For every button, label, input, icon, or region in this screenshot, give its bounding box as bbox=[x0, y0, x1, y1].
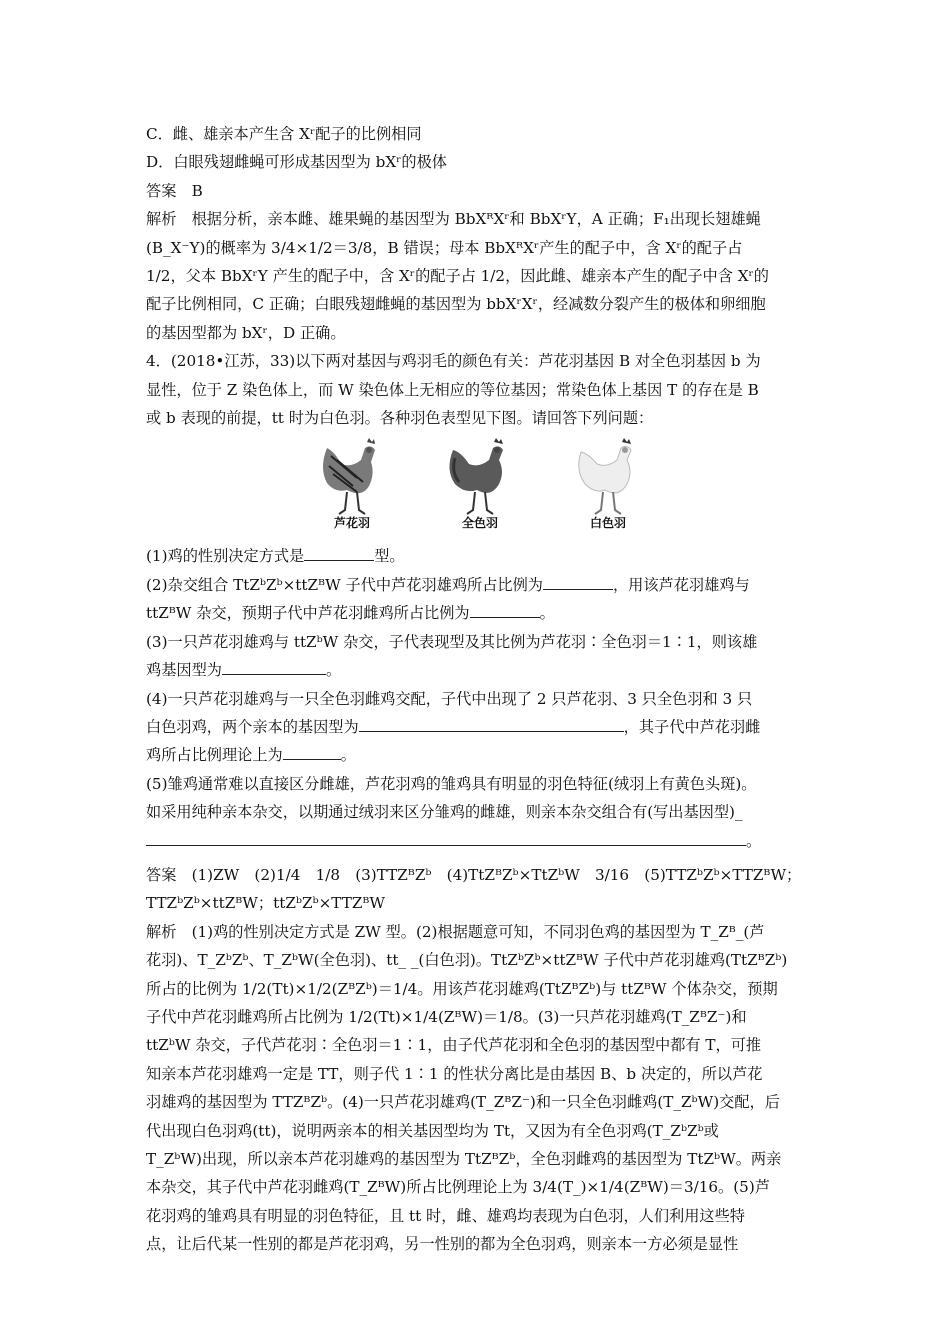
white-rooster bbox=[568, 438, 648, 538]
answer-q3: 答案 B bbox=[146, 181, 203, 200]
sub-question-4: (4)一只芦花羽雄鸡与一只全色羽雌鸡交配，子代中出现了 2 只芦花羽、3 只全色羽和 3 只 bbox=[146, 689, 753, 708]
sub-question-2: ttZᴮW 杂交，预期子代中芦花羽雌鸡所占比例为 。 bbox=[146, 599, 814, 627]
answer-blank bbox=[359, 714, 624, 732]
question-4-stem: 显性，位于 Z 染色体上，而 W 染色体上无相应的等位基因；常染色体上基因 T 的存在是 B bbox=[146, 380, 759, 399]
rooster-figure bbox=[146, 438, 814, 538]
answer-blank bbox=[304, 543, 374, 561]
answer-blank bbox=[222, 657, 326, 675]
analysis-q4-line: 花羽鸡的雏鸡具有明显的羽色特征，且 tt 时，雌、雄鸡均表现为白色羽，人们利用这些特 bbox=[146, 1206, 745, 1225]
sub-question-4: 鸡所占比例理论上为 。 bbox=[146, 741, 814, 769]
analysis-q4-line: 花羽)、T_ZᵇZᵇ、T_ZᵇW(全色羽)、tt_ _(白色羽)。TtZᵇZᵇ×ttZᴮW 子代中芦花羽雄鸡(TtZᴮZᵇ) bbox=[146, 951, 788, 970]
caption-barred: 芦花羽 bbox=[333, 516, 370, 531]
solid-rooster bbox=[440, 438, 520, 538]
analysis-q4-line: 本杂交，其子代中芦花羽雌鸡(T_ZᴮW)所占比例理论上为 3/4(T_)×1/4(ZᴮW)＝3/16。(5)芦 bbox=[146, 1178, 770, 1197]
sub-question-1: (1)鸡的性别决定方式是 型。 bbox=[146, 542, 814, 570]
question-4-stem: 4．(2018•江苏，33)以下两对基因与鸡羽毛的颜色有关：芦花羽基因 B 对全色羽基因 b 为 bbox=[146, 352, 761, 371]
question-4-stem: 或 b 表现的前提，tt 时为白色羽。各种羽色表型见下图。请回答下列问题： bbox=[146, 409, 654, 428]
barred-rooster-image bbox=[317, 438, 387, 516]
sub-question-2: (2)杂交组合 TtZᵇZᵇ×ttZᴮW 子代中芦花羽雄鸡所占比例为 ，用该芦花羽雄鸡与 bbox=[146, 571, 814, 599]
answer-blank bbox=[470, 600, 540, 618]
analysis-q4-line: 羽雄鸡的基因型为 TTZᴮZᵇ。(4)一只芦花羽雄鸡(T_ZᴮZ⁻)和一只全色羽雌鸡(T_ZᵇW)交配，后 bbox=[146, 1093, 780, 1112]
sub-question-3: 鸡基因型为 。 bbox=[146, 656, 814, 684]
option-d: D．白眼残翅雌蝇可形成基因型为 bXʳ的极体 bbox=[146, 153, 447, 172]
sub-question-4: 白色羽鸡，两个亲本的基因型为 ，其子代中芦花羽雌 bbox=[146, 713, 814, 741]
document-body bbox=[146, 120, 814, 1259]
sub-question-5: 。 bbox=[146, 827, 814, 855]
answer-q4: 答案 (1)ZW (2)1/4 1/8 (3)TTZᴮZᵇ (4)TtZᴮZᵇ×TtZᵇW 3/16 (5)TTZᵇZᵇ×TTZᴮW； bbox=[146, 865, 802, 884]
caption-solid: 全色羽 bbox=[461, 516, 498, 531]
analysis-q4-line: 子代中芦花羽雌鸡所占比例为 1/2(Tt)×1/4(ZᴮW)＝1/8。(3)一只芦花羽雄鸡(T_ZᴮZ⁻)和 bbox=[146, 1007, 747, 1026]
analysis-q4-line: 点，让后代某一性别的都是芦花羽鸡，另一性别的都为全色羽鸡，则亲本一方必须是显性 bbox=[146, 1235, 739, 1254]
white-rooster-image bbox=[573, 438, 643, 516]
sub-question-3: (3)一只芦花羽雄鸡与 ttZᵇW 杂交，子代表现型及其比例为芦花羽∶全色羽＝1∶1，则该雄 bbox=[146, 632, 758, 651]
analysis-q3-line: (B_X⁻Y)的概率为 3/4×1/2＝3/8，B 错误；母本 BbXᴿXʳ产生的配子中，含 Xʳ的配子占 bbox=[146, 238, 743, 257]
analysis-q4-line: 知亲本芦花羽雄鸡一定是 TT，则子代 1∶1 的性状分离比是由基因 B、b 决定的，所以芦花 bbox=[146, 1064, 763, 1083]
answer-blank-long bbox=[146, 828, 746, 846]
barred-rooster bbox=[312, 438, 392, 538]
analysis-q4-line: 解析 (1)鸡的性别决定方式是 ZW 型。(2)根据题意可知，不同羽色鸡的基因型为 T_Zᴮ_(芦 bbox=[146, 922, 765, 941]
answer-q4: TTZᵇZᵇ×ttZᴮW；ttZᵇZᵇ×TTZᴮW bbox=[146, 894, 386, 913]
analysis-q4-line: ttZᵇW 杂交，子代芦花羽∶全色羽＝1∶1，由子代芦花羽和全色羽的基因型中都有 T，可推 bbox=[146, 1036, 762, 1055]
analysis-q3-line: 解析 根据分析，亲本雌、雄果蝇的基因型为 BbXᴿXʳ和 BbXʳY，A 正确；F₁出现长翅雄蝇 bbox=[146, 210, 761, 229]
option-c: C．雌、雄亲本产生含 Xʳ配子的比例相同 bbox=[146, 125, 422, 143]
analysis-q4-line: 代出现白色羽鸡(tt)，说明两亲本的相关基因型均为 Tt，又因为有全色羽鸡(T_ZᵇZᵇ或 bbox=[146, 1121, 719, 1140]
sub-question-5: 如采用纯种亲本杂交，以期通过绒羽来区分雏鸡的雌雄，则亲本杂交组合有(写出基因型)_ bbox=[146, 803, 743, 822]
answer-blank bbox=[543, 572, 613, 590]
analysis-q3-line: 1/2，父本 BbXʳY 产生的配子中，含 Xʳ的配子占 1/2，因此雌、雄亲本产生的配子中含 Xʳ的 bbox=[146, 267, 769, 286]
caption-white: 白色羽 bbox=[589, 516, 626, 531]
solid-rooster-image bbox=[445, 438, 515, 516]
analysis-q3-line: 配子比例相同，C 正确；白眼残翅雌蝇的基因型为 bbXʳXʳ，经减数分裂产生的极体和卵细胞 bbox=[146, 295, 766, 314]
answer-blank bbox=[283, 742, 341, 760]
sub-question-5: (5)雏鸡通常难以直接区分雌雄，芦花羽鸡的雏鸡具有明显的羽色特征(绒羽上有黄色头斑)。 bbox=[146, 774, 757, 793]
analysis-q4-line: T_ZᵇW)出现，所以亲本芦花羽雄鸡的基因型为 TtZᴮZᵇ，全色羽雌鸡的基因型为 TtZᵇW。两亲 bbox=[146, 1150, 782, 1168]
analysis-q3-line: 的基因型都为 bXʳ，D 正确。 bbox=[146, 323, 346, 342]
analysis-q4-line: 所占的比例为 1/2(Tt)×1/2(ZᴮZᵇ)＝1/4。用该芦花羽雄鸡(TtZᴮZᵇ)与 ttZᴮW 个体杂交，预期 bbox=[146, 979, 778, 998]
